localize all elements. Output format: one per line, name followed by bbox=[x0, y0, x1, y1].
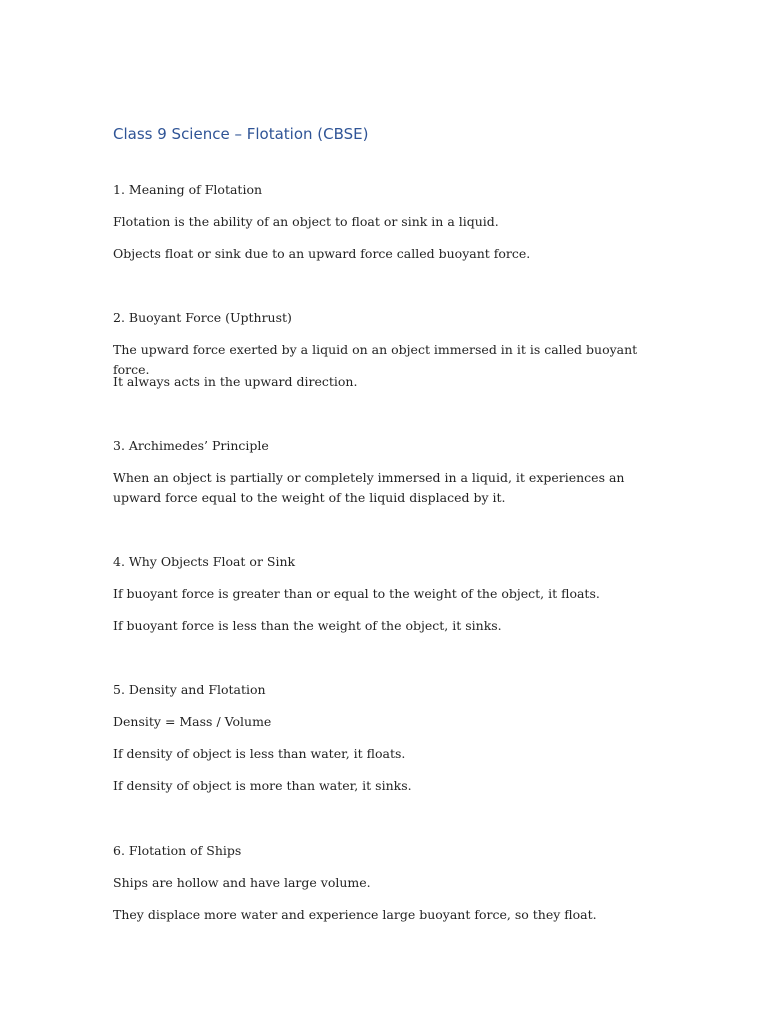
section-4-paragraph-1: If buoyant force is greater than or equal to the weight of the object, it floats. bbox=[113, 586, 600, 601]
section-1-heading: 1. Meaning of Flotation bbox=[113, 182, 263, 197]
section-5-paragraph-3: If density of object is more than water, it sinks. bbox=[113, 778, 412, 793]
section-2-paragraph-1: The upward force exerted by a liquid on an object immersed in it is called buoyant force. bbox=[113, 342, 638, 377]
section-6-paragraph-2: They displace more water and experience large buoyant force, so they float. bbox=[113, 907, 597, 922]
section-5-heading: 5. Density and Flotation bbox=[113, 682, 266, 697]
section-5-paragraph-2: If density of object is less than water, it floats. bbox=[113, 746, 406, 761]
section-2-heading: 2. Buoyant Force (Upthrust) bbox=[113, 310, 292, 325]
section-6-heading: 6. Flotation of Ships bbox=[113, 843, 242, 858]
section-1-paragraph-1: Flotation is the ability of an object to float or sink in a liquid. bbox=[113, 214, 499, 229]
section-4-paragraph-2: If buoyant force is less than the weight of the object, it sinks. bbox=[113, 618, 502, 633]
section-1-paragraph-2: Objects float or sink due to an upward force called buoyant force. bbox=[113, 246, 531, 261]
section-2-paragraph-2: It always acts in the upward direction. bbox=[113, 374, 358, 389]
section-4-heading: 4. Why Objects Float or Sink bbox=[113, 554, 296, 569]
section-3-paragraph-1: When an object is partially or completely immersed in a liquid, it experiences an upward force equal to the weight of the liquid displaced by it. bbox=[113, 470, 625, 505]
section-6-paragraph-1: Ships are hollow and have large volume. bbox=[113, 875, 371, 890]
section-5-paragraph-1: Density = Mass / Volume bbox=[113, 714, 272, 729]
section-3-heading: 3. Archimedes’ Principle bbox=[113, 438, 269, 453]
document-title: Class 9 Science – Flotation (CBSE) bbox=[113, 125, 369, 143]
